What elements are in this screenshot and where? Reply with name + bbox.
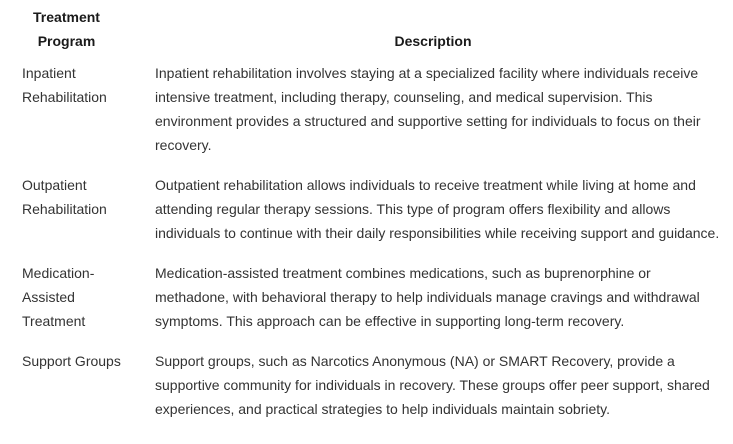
header-treatment-program: Treatment Program [33, 9, 100, 49]
program-description: Medication-assisted treatment combines medications, such as buprenorphine or methadone, with behavioral therapy to help individuals manage cravings and withdrawal symptoms. This approach can be effective in supporting long-term recovery. [155, 265, 700, 329]
program-description: Outpatient rehabilitation allows individuals to receive treatment while living at home and attending regular therapy sessions. This type of program offers flexibility and allows individuals to continue with their daily responsibilities while receiving support and guidance. [155, 177, 720, 241]
table-row [0, 261, 733, 349]
program-name: Inpatient Rehabilitation [22, 65, 107, 105]
program-description: Support groups, such as Narcotics Anonymous (NA) or SMART Recovery, provide a supportive community for individuals in recovery. These groups offer peer support, shared experiences, and practical strategies to help individuals maintain sobriety. [155, 353, 710, 417]
program-description: Inpatient rehabilitation involves staying at a specialized facility where individuals receive intensive treatment, including therapy, counseling, and medical supervision. This environment provides a structured and supportive setting for individuals to focus on their recovery. [155, 65, 701, 153]
header-description: Description [394, 33, 472, 49]
table-header [0, 0, 733, 61]
program-name: Support Groups [22, 353, 121, 369]
table-row [0, 61, 733, 173]
program-name: Outpatient Rehabilitation [22, 177, 107, 217]
table-row [0, 173, 733, 261]
program-name: Medication-Assisted Treatment [22, 265, 95, 329]
table-row [0, 349, 733, 437]
header-row [0, 0, 733, 61]
table-body [0, 61, 733, 437]
